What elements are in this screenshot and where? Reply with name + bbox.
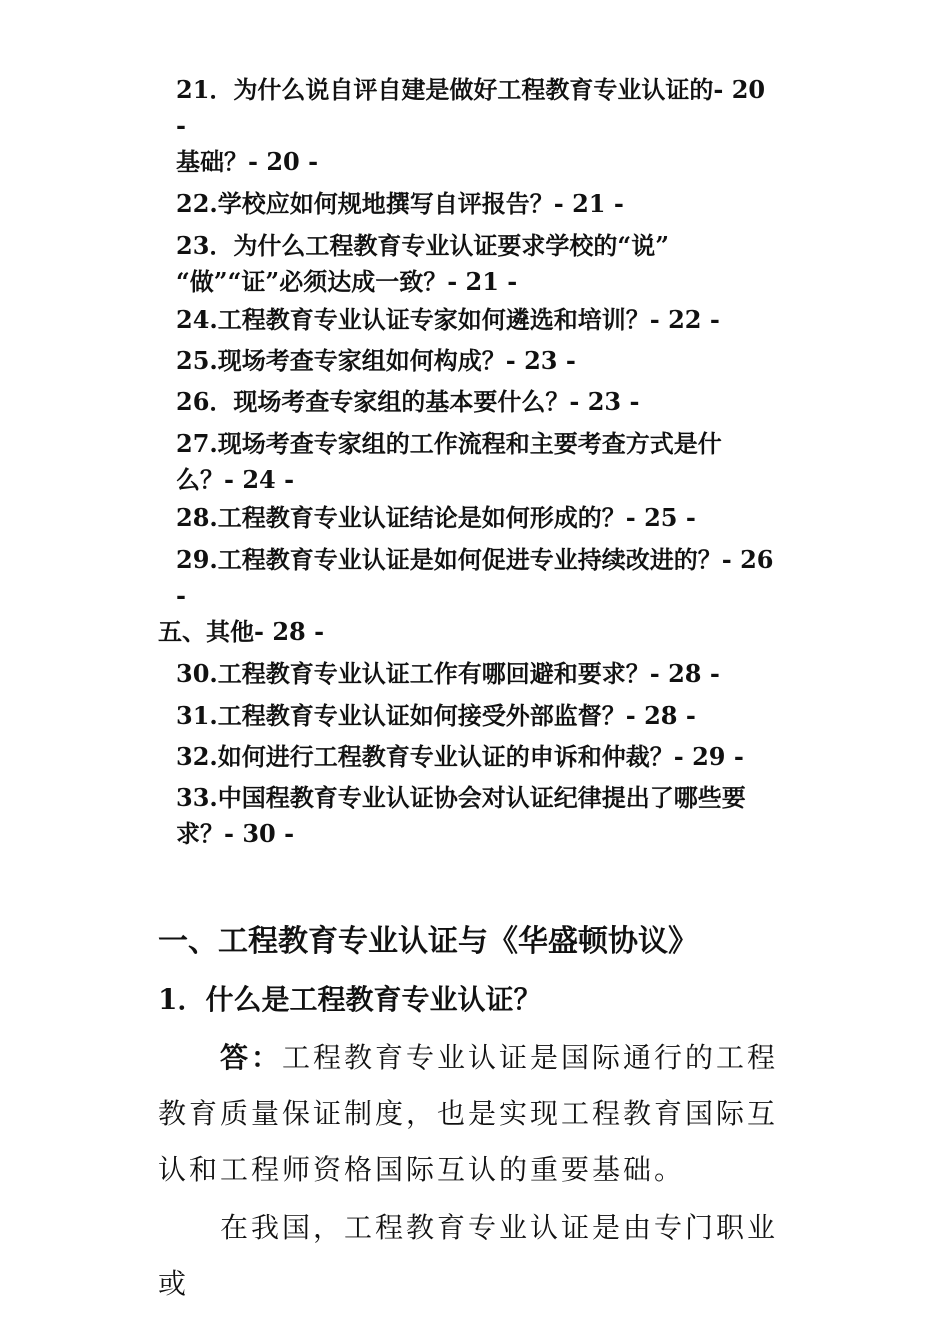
toc-line: “做”“证”必须达成一致？- 21 - [176,267,518,296]
toc-line: 25.现场考查专家组如何构成？- 23 - [176,346,576,375]
answer-text: 工程教育专业认证是国际通行的工程教育质量保证制度，也是实现工程教育国际互认和工程师资格国际互认的重要基础。 [158,1041,779,1186]
toc-item-27[interactable] [176,426,816,498]
question-title: 1．什么是工程教育专业认证？ [158,983,542,1016]
toc-item-29[interactable] [176,542,816,614]
toc-section-5[interactable]: 五、其他- 28 - [158,617,325,646]
toc-line: 32.如何进行工程教育专业认证的申诉和仲裁？- 29 - [176,742,744,771]
toc-line: 么？- 24 - [176,465,295,494]
toc-line: 24.工程教育专业认证专家如何遴选和培训？- 22 - [176,305,720,334]
toc-item-33[interactable] [176,780,816,852]
toc-line: 30.工程教育专业认证工作有哪回避和要求？- 28 - [176,659,720,688]
chapter-title: 一、工程教育专业认证与《华盛顿协议》 [158,924,698,959]
toc-item-22[interactable] [176,186,816,222]
toc-item-21-cont[interactable] [176,144,816,180]
toc-line: 27.现场考查专家组的工作流程和主要考查方式是什 [176,429,722,458]
toc-line: 23．为什么工程教育专业认证要求学校的“说” [176,231,670,260]
toc-item-30[interactable] [176,656,816,692]
toc-item-24[interactable] [176,302,816,338]
toc-item-25[interactable] [176,343,816,379]
toc-line: 求？- 30 - [176,819,295,848]
paragraph-2: 在我国，工程教育专业认证是由专门职业或 [158,1211,779,1300]
toc-line: 21．为什么说自评自建是做好工程教育专业认证的- 20 [176,75,766,104]
toc-line: 26．现场考查专家组的基本要什么？- 23 - [176,387,640,416]
toc-line: 基础？- 20 - [176,147,319,176]
answer-lead: 答： [220,1041,283,1074]
toc-item-21[interactable] [176,72,816,144]
toc-item-28[interactable] [176,500,816,536]
toc-line: - [176,111,186,140]
toc-line: 29.工程教育专业认证是如何促进专业持续改进的？- 26 [176,545,774,574]
toc-item-32[interactable] [176,739,816,775]
toc-item-23[interactable] [176,228,816,300]
toc-item-31[interactable] [176,698,816,734]
toc-line: 31.工程教育专业认证如何接受外部监督？- 28 - [176,701,696,730]
toc-line: - [176,581,186,610]
answer-paragraph [158,1030,798,1198]
toc-line: 33.中国程教育专业认证协会对认证纪律提出了哪些要 [176,783,746,812]
toc-item-26[interactable] [176,384,816,420]
toc-line: 28.工程教育专业认证结论是如何形成的？- 25 - [176,503,696,532]
toc-line: 22.学校应如何规地撰写自评报告？- 21 - [176,189,624,218]
